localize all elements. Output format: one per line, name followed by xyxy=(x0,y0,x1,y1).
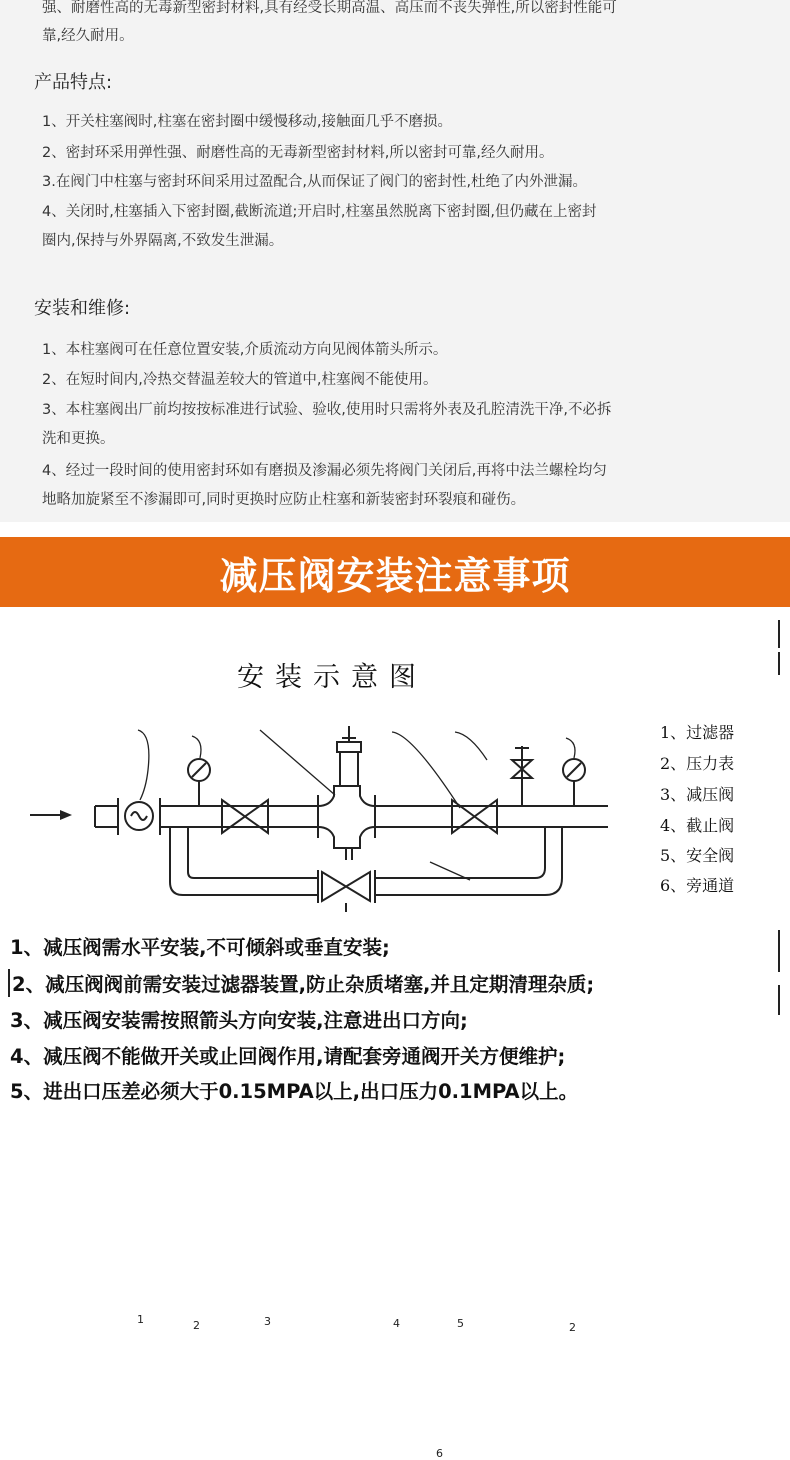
feature-line: 3.在阀门中柱塞与密封环间采用过盈配合,从而保证了阀门的密封性,杜绝了内外泄漏。 xyxy=(42,174,588,190)
flow-arrow-icon xyxy=(30,810,72,820)
legend-item: 4、截止阀 xyxy=(660,816,735,835)
intro-line: 强、耐磨性高的无毒新型密封材料,具有经受长期高温、高压而不丧失弹性,所以密封性能可 xyxy=(42,0,617,16)
marker-label: 2 xyxy=(569,1321,576,1334)
marker-label: 1 xyxy=(137,1313,144,1326)
install-note: 4、减压阀不能做开关或止回阀作用,请配套旁通阀开关方便维护; xyxy=(10,1045,566,1068)
maintenance-line: 1、本柱塞阀可在任意位置安装,介质流动方向见阀体箭头所示。 xyxy=(42,342,448,358)
maintenance-line: 4、经过一段时间的使用密封环如有磨损及渗漏必须先将阀门关闭后,再将中法兰螺栓均匀 xyxy=(42,463,607,479)
pressure-gauge-icon xyxy=(188,759,210,806)
legend-item: 3、减压阀 xyxy=(660,785,735,804)
install-note: 3、减压阀安装需按照箭头方向安装,注意进出口方向; xyxy=(10,1009,468,1032)
pressure-reducing-valve-icon xyxy=(318,726,375,860)
install-note: 2、减压阀阀前需安装过滤器装置,防止杂质堵塞,并且定期清理杂质; xyxy=(8,969,594,997)
marker-label: 5 xyxy=(457,1317,464,1330)
legend-item: 2、压力表 xyxy=(660,754,735,773)
install-note: 5、进出口压差必须大于0.15MPA以上,出口压力0.1MPA以上。 xyxy=(10,1080,579,1103)
marker-label: 6 xyxy=(436,1447,443,1460)
feature-line: 4、关闭时,柱塞插入下密封圈,截断流道;开启时,柱塞虽然脱离下密封圈,但仍藏在上密封 xyxy=(42,204,597,220)
marker-label: 3 xyxy=(264,1315,271,1328)
safety-valve-icon xyxy=(512,746,532,806)
maintenance-line: 3、本柱塞阀出厂前均按按标准进行试验、验收,使用时只需将外表及孔腔清洗干净,不必拆 xyxy=(42,402,612,418)
feature-line: 1、开关柱塞阀时,柱塞在密封圈中缓慢移动,接触面几乎不磨损。 xyxy=(42,114,452,130)
diagram-title: 安装示意图 xyxy=(237,662,427,693)
maintenance-line: 地略加旋紧至不渗漏即可,同时更换时应防止柱塞和新装密封环裂痕和碰伤。 xyxy=(42,492,526,508)
maintenance-line: 洗和更换。 xyxy=(42,431,115,447)
marker-label: 4 xyxy=(393,1317,400,1330)
intro-line: 靠,经久耐用。 xyxy=(42,28,134,44)
pressure-gauge-icon xyxy=(563,759,585,806)
feature-line: 2、密封环采用弹性强、耐磨性高的无毒新型密封材料,所以密封可靠,经久耐用。 xyxy=(42,145,554,161)
legend-item: 1、过滤器 xyxy=(660,723,735,742)
filter-icon xyxy=(118,798,160,835)
product-description-section xyxy=(0,0,790,522)
feature-line: 圈内,保持与外界隔离,不致发生泄漏。 xyxy=(42,233,284,249)
legend-item: 5、安全阀 xyxy=(660,846,735,865)
features-heading: 产品特点: xyxy=(34,72,113,93)
gate-valve-icon xyxy=(222,800,268,833)
legend-item: 6、旁通道 xyxy=(660,876,735,895)
install-note: 1、减压阀需水平安装,不可倾斜或垂直安装; xyxy=(10,936,390,959)
maintenance-heading: 安装和维修: xyxy=(34,298,131,319)
banner-title: 减压阀安装注意事项 xyxy=(219,553,571,598)
maintenance-line: 2、在短时间内,冷热交替温差较大的管道中,柱塞阀不能使用。 xyxy=(42,372,438,388)
section-banner xyxy=(0,537,790,607)
marker-label: 2 xyxy=(193,1319,200,1332)
gate-valve-icon xyxy=(318,870,375,912)
